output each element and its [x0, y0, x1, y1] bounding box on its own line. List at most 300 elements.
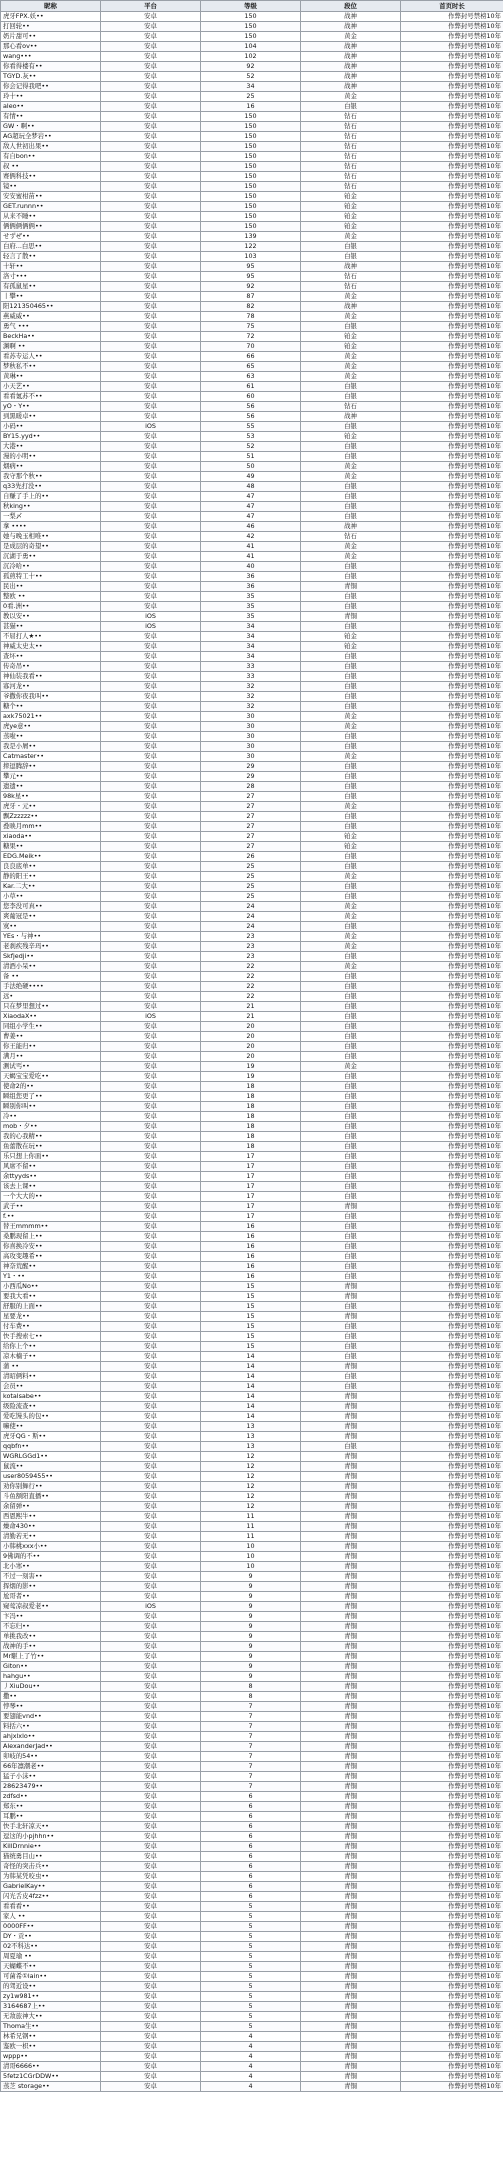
- cell-rank: 白银: [301, 1232, 401, 1242]
- cell-nickname: 您李没可真••: [1, 902, 101, 912]
- cell-rank: 白银: [301, 252, 401, 262]
- cell-nickname: 爷撒你夜我叫••: [1, 692, 101, 702]
- table-row: [1, 2052, 503, 2062]
- cell-level: 92: [201, 62, 301, 72]
- cell-platform: 安卓: [101, 2072, 201, 2082]
- cell-level: 32: [201, 682, 301, 692]
- cell-platform: 安卓: [101, 382, 201, 392]
- cell-level: 150: [201, 182, 301, 192]
- table-row: [1, 492, 503, 502]
- cell-platform: 安卓: [101, 1442, 201, 1452]
- table-row: [1, 622, 503, 632]
- cell-nickname: DY・贡••: [1, 1932, 101, 1942]
- cell-duration: 作弊封号禁榜10年: [401, 1592, 503, 1602]
- cell-rank: 青铜: [301, 1712, 401, 1722]
- cell-platform: 安卓: [101, 1362, 201, 1372]
- cell-level: 40: [201, 562, 301, 572]
- cell-duration: 作弊封号禁榜10年: [401, 1172, 503, 1182]
- cell-rank: 青铜: [301, 1852, 401, 1862]
- cell-level: 70: [201, 342, 301, 352]
- table-row: [1, 1692, 503, 1702]
- cell-rank: 钻石: [301, 402, 401, 412]
- cell-rank: 铂金: [301, 342, 401, 352]
- table-body: [1, 12, 503, 2092]
- cell-nickname: 天蝎宝宝爱吃••: [1, 1072, 101, 1082]
- table-row: [1, 902, 503, 912]
- table-row: [1, 22, 503, 32]
- cell-rank: 白银: [301, 1132, 401, 1142]
- cell-duration: 作弊封号禁榜10年: [401, 1912, 503, 1922]
- cell-level: 9: [201, 1652, 301, 1662]
- cell-duration: 作弊封号禁榜10年: [401, 1182, 503, 1192]
- cell-duration: 作弊封号禁榜10年: [401, 1582, 503, 1592]
- table-row: [1, 1792, 503, 1802]
- cell-level: 5: [201, 1962, 301, 1972]
- table-row: [1, 1342, 503, 1352]
- cell-nickname: GW・啊••: [1, 122, 101, 132]
- cell-platform: 安卓: [101, 902, 201, 912]
- cell-platform: 安卓: [101, 1242, 201, 1252]
- cell-level: 9: [201, 1642, 301, 1652]
- cell-rank: 白银: [301, 692, 401, 702]
- cell-rank: 钻石: [301, 182, 401, 192]
- table-row: [1, 92, 503, 102]
- table-row: [1, 1222, 503, 1232]
- cell-duration: 作弊封号禁榜10年: [401, 412, 503, 422]
- cell-duration: 作弊封号禁榜10年: [401, 492, 503, 502]
- cell-platform: 安卓: [101, 1182, 201, 1192]
- cell-platform: 安卓: [101, 1042, 201, 1052]
- cell-platform: 安卓: [101, 1752, 201, 1762]
- cell-rank: 铂金: [301, 202, 401, 212]
- cell-duration: 作弊封号禁榜10年: [401, 812, 503, 822]
- cell-rank: 白银: [301, 662, 401, 672]
- cell-duration: 作弊封号禁榜10年: [401, 602, 503, 612]
- cell-platform: 安卓: [101, 482, 201, 492]
- table-row: [1, 142, 503, 152]
- cell-duration: 作弊封号禁榜10年: [401, 1052, 503, 1062]
- cell-nickname: 查坏••: [1, 652, 101, 662]
- cell-rank: 青铜: [301, 1292, 401, 1302]
- cell-platform: 安卓: [101, 1432, 201, 1442]
- table-row: [1, 1462, 503, 1472]
- cell-nickname: せずぜ••: [1, 232, 101, 242]
- cell-duration: 作弊封号禁榜10年: [401, 1652, 503, 1662]
- cell-level: 12: [201, 1462, 301, 1472]
- cell-duration: 作弊封号禁榜10年: [401, 72, 503, 82]
- cell-level: 19: [201, 1062, 301, 1072]
- cell-nickname: 你看得楼有••: [1, 62, 101, 72]
- cell-duration: 作弊封号禁榜10年: [401, 1062, 503, 1072]
- cell-duration: 作弊封号禁榜10年: [401, 1962, 503, 1972]
- cell-level: 6: [201, 1792, 301, 1802]
- cell-duration: 作弊封号禁榜10年: [401, 752, 503, 762]
- cell-duration: 作弊封号禁榜10年: [401, 142, 503, 152]
- cell-nickname: 从来不睡••: [1, 212, 101, 222]
- cell-nickname: 小天艺••: [1, 382, 101, 392]
- cell-platform: 安卓: [101, 1102, 201, 1112]
- cell-platform: 安卓: [101, 282, 201, 292]
- cell-platform: 安卓: [101, 1742, 201, 1752]
- cell-platform: 安卓: [101, 1722, 201, 1732]
- cell-nickname: Mr駆上了竹••: [1, 1652, 101, 1662]
- cell-rank: 青铜: [301, 1492, 401, 1502]
- cell-nickname: 瞬组您更了••: [1, 1092, 101, 1102]
- table-row: [1, 1772, 503, 1782]
- cell-rank: 黄金: [301, 962, 401, 972]
- cell-rank: 青铜: [301, 582, 401, 592]
- cell-rank: 钻石: [301, 142, 401, 152]
- cell-nickname: 是成层的奇望••: [1, 542, 101, 552]
- cell-platform: 安卓: [101, 262, 201, 272]
- table-row: [1, 1432, 503, 1442]
- table-row: [1, 1582, 503, 1592]
- table-row: [1, 652, 503, 662]
- cell-rank: 白银: [301, 1032, 401, 1042]
- cell-platform: 安卓: [101, 2002, 201, 2012]
- cell-rank: 白银: [301, 672, 401, 682]
- cell-rank: 黄金: [301, 232, 401, 242]
- cell-rank: 钻石: [301, 132, 401, 142]
- cell-rank: 青铜: [301, 1412, 401, 1422]
- cell-rank: 白银: [301, 482, 401, 492]
- cell-platform: 安卓: [101, 172, 201, 182]
- cell-nickname: 攀元••: [1, 772, 101, 782]
- cell-level: 17: [201, 1162, 301, 1172]
- cell-platform: 安卓: [101, 192, 201, 202]
- cell-duration: 作弊封号禁榜10年: [401, 1382, 503, 1392]
- cell-duration: 作弊封号禁榜10年: [401, 1132, 503, 1142]
- cell-nickname: GabrielKay••: [1, 1882, 101, 1892]
- cell-rank: 铂金: [301, 432, 401, 442]
- cell-platform: 安卓: [101, 1542, 201, 1552]
- cell-nickname: 66年凛潮老••: [1, 1762, 101, 1772]
- table-row: [1, 1332, 503, 1342]
- cell-level: 6: [201, 1862, 301, 1872]
- cell-nickname: 传奇吊••: [1, 662, 101, 672]
- cell-nickname: GET.runnn••: [1, 202, 101, 212]
- cell-duration: 作弊封号禁榜10年: [401, 1942, 503, 1952]
- table-row: [1, 1482, 503, 1492]
- cell-nickname: 寡河龙••: [1, 682, 101, 692]
- cell-duration: 作弊封号禁榜10年: [401, 1702, 503, 1712]
- cell-platform: 安卓: [101, 762, 201, 772]
- cell-duration: 作弊封号禁榜10年: [401, 1162, 503, 1172]
- cell-level: 11: [201, 1532, 301, 1542]
- cell-duration: 作弊封号禁榜10年: [401, 252, 503, 262]
- cell-rank: 白银: [301, 812, 401, 822]
- cell-rank: 白银: [301, 452, 401, 462]
- cell-level: 23: [201, 932, 301, 942]
- table-row: [1, 1002, 503, 1012]
- cell-rank: 白银: [301, 1322, 401, 1332]
- cell-duration: 作弊封号禁榜10年: [401, 1502, 503, 1512]
- cell-platform: 安卓: [101, 1702, 201, 1712]
- table-row: [1, 2062, 503, 2072]
- cell-rank: 青铜: [301, 1862, 401, 1872]
- cell-nickname: mob・夕••: [1, 1122, 101, 1132]
- cell-level: 25: [201, 872, 301, 882]
- cell-level: 50: [201, 462, 301, 472]
- cell-duration: 作弊封号禁榜10年: [401, 1712, 503, 1722]
- cell-nickname: 级险流查••: [1, 1402, 101, 1412]
- cell-nickname: 蒸啦••: [1, 732, 101, 742]
- cell-level: 34: [201, 622, 301, 632]
- cell-rank: 黄金: [301, 752, 401, 762]
- cell-rank: 钻石: [301, 122, 401, 132]
- cell-duration: 作弊封号禁榜10年: [401, 52, 503, 62]
- cell-platform: 安卓: [101, 1452, 201, 1462]
- cell-platform: 安卓: [101, 1522, 201, 1532]
- table-row: [1, 1682, 503, 1692]
- cell-nickname: Skfjedji••: [1, 952, 101, 962]
- cell-nickname: 十轩••: [1, 262, 101, 272]
- cell-platform: 安卓: [101, 682, 201, 692]
- cell-nickname: 武子••: [1, 1202, 101, 1212]
- cell-platform: 安卓: [101, 92, 201, 102]
- cell-rank: 青铜: [301, 1702, 401, 1712]
- cell-rank: 白银: [301, 742, 401, 752]
- table-row: [1, 1472, 503, 1482]
- cell-platform: 安卓: [101, 2032, 201, 2042]
- cell-platform: 安卓: [101, 72, 201, 82]
- cell-rank: 白银: [301, 1122, 401, 1132]
- cell-duration: 作弊封号禁榜10年: [401, 1232, 503, 1242]
- cell-rank: 白银: [301, 1192, 401, 1202]
- cell-platform: 安卓: [101, 712, 201, 722]
- cell-level: 9: [201, 1572, 301, 1582]
- cell-duration: 作弊封号禁榜10年: [401, 722, 503, 732]
- cell-level: 36: [201, 572, 301, 582]
- cell-rank: 青铜: [301, 2072, 401, 2082]
- cell-level: 9: [201, 1612, 301, 1622]
- cell-rank: 白银: [301, 952, 401, 962]
- cell-duration: 作弊封号禁榜10年: [401, 772, 503, 782]
- table-row: [1, 572, 503, 582]
- cell-level: 12: [201, 1492, 301, 1502]
- cell-platform: 安卓: [101, 962, 201, 972]
- cell-level: 22: [201, 972, 301, 982]
- table-row: [1, 592, 503, 602]
- cell-nickname: axk75021••: [1, 712, 101, 722]
- cell-platform: 安卓: [101, 1482, 201, 1492]
- cell-level: 22: [201, 962, 301, 972]
- cell-rank: 青铜: [301, 1872, 401, 1882]
- cell-platform: 安卓: [101, 552, 201, 562]
- cell-nickname: 渊啊 ••: [1, 342, 101, 352]
- cell-duration: 作弊封号禁榜10年: [401, 1612, 503, 1622]
- cell-nickname: 不忘归••: [1, 1622, 101, 1632]
- cell-rank: 青铜: [301, 1952, 401, 1962]
- cell-level: 103: [201, 252, 301, 262]
- cell-nickname: 寞••: [1, 922, 101, 932]
- cell-level: 139: [201, 232, 301, 242]
- cell-platform: 安卓: [101, 722, 201, 732]
- cell-level: 34: [201, 642, 301, 652]
- cell-rank: 白银: [301, 622, 401, 632]
- cell-duration: 作弊封号禁榜10年: [401, 982, 503, 992]
- cell-platform: 安卓: [101, 1772, 201, 1782]
- table-row: [1, 972, 503, 982]
- cell-duration: 作弊封号禁榜10年: [401, 932, 503, 942]
- cell-nickname: 爽葡冠是••: [1, 912, 101, 922]
- cell-nickname: 丨攀••: [1, 292, 101, 302]
- cell-level: 87: [201, 292, 301, 302]
- cell-nickname: 林希兄钢••: [1, 2032, 101, 2042]
- table-row: [1, 1062, 503, 1072]
- table-row: [1, 872, 503, 882]
- cell-nickname: 会员••: [1, 1382, 101, 1392]
- cell-rank: 白银: [301, 1092, 401, 1102]
- cell-rank: 白银: [301, 1112, 401, 1122]
- cell-nickname: 神奈荒醒••: [1, 1262, 101, 1272]
- cell-level: 27: [201, 832, 301, 842]
- cell-duration: 作弊封号禁榜10年: [401, 802, 503, 812]
- cell-level: 36: [201, 582, 301, 592]
- cell-duration: 作弊封号禁榜10年: [401, 1832, 503, 1842]
- cell-duration: 作弊封号禁榜10年: [401, 1072, 503, 1082]
- cell-level: 10: [201, 1542, 301, 1552]
- cell-rank: 黄金: [301, 872, 401, 882]
- cell-nickname: 小西瓜No••: [1, 1282, 101, 1292]
- cell-nickname: KillDrnnie••: [1, 1842, 101, 1852]
- cell-level: 33: [201, 662, 301, 672]
- cell-platform: 安卓: [101, 252, 201, 262]
- cell-level: 18: [201, 1132, 301, 1142]
- cell-level: 150: [201, 222, 301, 232]
- cell-nickname: wang•••: [1, 52, 101, 62]
- cell-level: 95: [201, 272, 301, 282]
- cell-level: 150: [201, 172, 301, 182]
- table-row: [1, 912, 503, 922]
- cell-platform: 安卓: [101, 492, 201, 502]
- cell-platform: 安卓: [101, 782, 201, 792]
- cell-platform: 安卓: [101, 702, 201, 712]
- cell-platform: 安卓: [101, 642, 201, 652]
- cell-rank: 黄金: [301, 712, 401, 722]
- cell-rank: 钻石: [301, 152, 401, 162]
- cell-platform: 安卓: [101, 1572, 201, 1582]
- cell-nickname: 曹姜••: [1, 1032, 101, 1042]
- cell-rank: 铂金: [301, 832, 401, 842]
- cell-level: 24: [201, 912, 301, 922]
- cell-rank: 青铜: [301, 1642, 401, 1652]
- cell-level: 16: [201, 1232, 301, 1242]
- table-row: [1, 832, 503, 842]
- cell-platform: 安卓: [101, 1422, 201, 1432]
- cell-rank: 青铜: [301, 1882, 401, 1892]
- cell-nickname: xiaoda••: [1, 832, 101, 842]
- table-row: [1, 2042, 503, 2052]
- cell-nickname: wppp••: [1, 2052, 101, 2062]
- cell-nickname: 鼠流••: [1, 1462, 101, 1472]
- cell-rank: 青铜: [301, 1542, 401, 1552]
- cell-nickname: 不屈打人★••: [1, 632, 101, 642]
- cell-duration: 作弊封号禁榜10年: [401, 1112, 503, 1122]
- cell-platform: iOS: [101, 1012, 201, 1022]
- cell-rank: 白银: [301, 1262, 401, 1272]
- table-row: [1, 1672, 503, 1682]
- cell-level: 16: [201, 1252, 301, 1262]
- cell-duration: 作弊封号禁榜10年: [401, 1012, 503, 1022]
- cell-level: 4: [201, 2072, 301, 2082]
- cell-rank: 战神: [301, 412, 401, 422]
- cell-level: 25: [201, 92, 301, 102]
- cell-rank: 青铜: [301, 1612, 401, 1622]
- cell-nickname: 整欧 ••: [1, 592, 101, 602]
- cell-duration: 作弊封号禁榜10年: [401, 1562, 503, 1572]
- cell-duration: 作弊封号禁榜10年: [401, 622, 503, 632]
- cell-nickname: 沉湖于勇••: [1, 552, 101, 562]
- cell-level: 150: [201, 142, 301, 152]
- cell-nickname: 02不科达••: [1, 1942, 101, 1952]
- cell-nickname: 梦秋私不••: [1, 362, 101, 372]
- cell-rank: 青铜: [301, 1662, 401, 1672]
- cell-level: 150: [201, 212, 301, 222]
- cell-level: 13: [201, 1432, 301, 1442]
- cell-platform: 安卓: [101, 1922, 201, 1932]
- table-row: [1, 422, 503, 432]
- column-header-nickname: 昵称: [1, 1, 101, 12]
- cell-level: 18: [201, 1112, 301, 1122]
- cell-platform: 安卓: [101, 122, 201, 132]
- table-row: [1, 1952, 503, 1962]
- cell-platform: 安卓: [101, 1802, 201, 1812]
- cell-duration: 作弊封号禁榜10年: [401, 462, 503, 472]
- table-row: [1, 102, 503, 112]
- cell-platform: 安卓: [101, 462, 201, 472]
- cell-platform: 安卓: [101, 1612, 201, 1622]
- cell-nickname: 3164687上••: [1, 2002, 101, 2012]
- cell-platform: 安卓: [101, 912, 201, 922]
- cell-nickname: 28623479••: [1, 1782, 101, 1792]
- cell-level: 28: [201, 782, 301, 792]
- cell-rank: 青铜: [301, 2032, 401, 2042]
- cell-duration: 作弊封号禁榜10年: [401, 742, 503, 752]
- cell-nickname: 良良底单••: [1, 862, 101, 872]
- table-row: [1, 322, 503, 332]
- cell-platform: 安卓: [101, 2062, 201, 2072]
- cell-duration: 作弊封号禁榜10年: [401, 1922, 503, 1932]
- cell-rank: 白银: [301, 1342, 401, 1352]
- cell-level: 14: [201, 1392, 301, 1402]
- cell-level: 14: [201, 1352, 301, 1362]
- table-row: [1, 482, 503, 492]
- table-row: [1, 742, 503, 752]
- cell-nickname: 挥烟的影••: [1, 1582, 101, 1592]
- cell-level: 7: [201, 1762, 301, 1772]
- cell-nickname: TGYD.灰••: [1, 72, 101, 82]
- cell-level: 22: [201, 992, 301, 1002]
- cell-platform: 安卓: [101, 442, 201, 452]
- cell-level: 11: [201, 1512, 301, 1522]
- table-row: [1, 52, 503, 62]
- cell-platform: 安卓: [101, 1212, 201, 1222]
- cell-platform: 安卓: [101, 1232, 201, 1242]
- cell-nickname: 我是小屑••: [1, 742, 101, 752]
- cell-nickname: 有孤鼠星••: [1, 282, 101, 292]
- table-row: [1, 292, 503, 302]
- cell-duration: 作弊封号禁榜10年: [401, 922, 503, 932]
- cell-nickname: 冷••: [1, 1112, 101, 1122]
- cell-platform: 安卓: [101, 1882, 201, 1892]
- table-row: [1, 1092, 503, 1102]
- cell-platform: 安卓: [101, 872, 201, 882]
- cell-rank: 白银: [301, 102, 401, 112]
- cell-rank: 青铜: [301, 2052, 401, 2062]
- cell-duration: 作弊封号禁榜10年: [401, 1262, 503, 1272]
- cell-duration: 作弊封号禁榜10年: [401, 1692, 503, 1702]
